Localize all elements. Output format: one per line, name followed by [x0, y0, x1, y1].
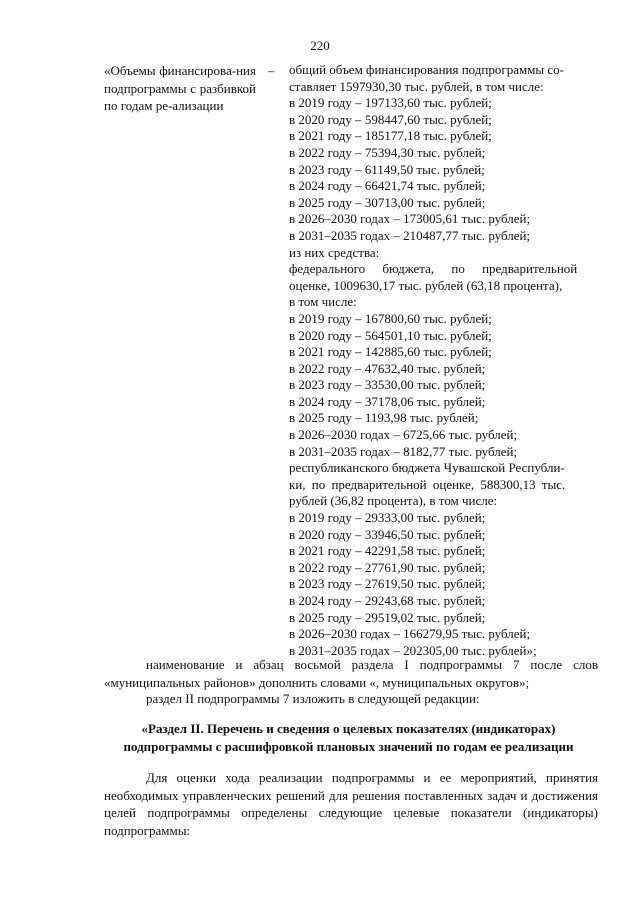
- funding-line-17: в 2021 году – 142885,60 тыс. рублей;: [289, 344, 492, 360]
- funding-label: «Объемы финансирова-ния подпрограммы с разбивкой по годам ре-ализации: [104, 63, 256, 113]
- funding-line-13: оценке, 1009630,17 тыс. рублей (63,18 процента),: [289, 277, 563, 293]
- funding-line-22: в 2026–2030 годах – 6725,66 тыс. рублей;: [289, 427, 518, 443]
- funding-line-27: в 2019 году – 29333,00 тыс. рублей;: [289, 510, 486, 526]
- funding-line-31: в 2023 году – 27619,50 тыс. рублей;: [289, 576, 486, 592]
- funding-line-33: в 2025 году – 29519,02 тыс. рублей;: [289, 609, 486, 625]
- section-heading: «Раздел II. Перечень и сведения о целевых показателях (индикаторах) подпрограммы с расшифровкой плановых значений по годам ее реализации: [123, 721, 574, 754]
- funding-line-18: в 2022 году – 47632,40 тыс. рублей;: [289, 360, 486, 376]
- funding-line-29: в 2021 году – 42291,58 тыс. рублей;: [289, 543, 486, 559]
- funding-line-8: в 2025 году – 30713,00 тыс. рублей;: [289, 194, 486, 210]
- funding-line-0: общий объем финансирования подпрограммы со-: [289, 62, 565, 77]
- funding-line-7: в 2024 году – 66421,74 тыс. рублей;: [289, 178, 486, 194]
- funding-line-9: в 2026–2030 годах – 173005,61 тыс. рублей;: [289, 211, 531, 227]
- amendment-paragraph-1: наименование и абзац восьмой раздела I подпрограммы 7 после слов «муниципальных районов» дополнить словами «, муниципальных округов»;: [104, 657, 598, 690]
- funding-line-28: в 2020 году – 33946,50 тыс. рублей;: [289, 526, 486, 542]
- amendment-paragraph-2: раздел II подпрограммы 7 изложить в следующей редакции:: [146, 691, 480, 706]
- body-paragraph: Для оценки хода реализации подпрограммы и ее мероприятий, принятия необходимых управленческих решений для решения поставленных задач и достижения целей подпрограммы определены следующие целевые показатели (индикаторы) подпрограммы:: [104, 770, 598, 838]
- funding-line-34: в 2026–2030 годах – 166279,95 тыс. рублей;: [289, 626, 531, 642]
- page-number: 220: [310, 38, 330, 53]
- funding-line-10: в 2031–2035 годах – 210487,77 тыс. рублей;: [289, 227, 531, 243]
- funding-line-25: ки, по предварительной оценке, 588300,13 тыс.: [289, 476, 566, 492]
- funding-line-21: в 2025 году – 1193,98 тыс. рублей;: [289, 410, 479, 426]
- funding-line-3: в 2020 году – 598447,60 тыс. рублей;: [289, 111, 492, 127]
- table-dash: –: [268, 63, 275, 78]
- funding-line-30: в 2022 году – 27761,90 тыс. рублей;: [289, 559, 486, 575]
- funding-line-14: в том числе:: [289, 294, 357, 310]
- funding-line-26: рублей (36,82 процента), в том числе:: [289, 493, 498, 509]
- funding-line-11: из них средства:: [289, 244, 380, 260]
- funding-line-32: в 2024 году – 29243,68 тыс. рублей;: [289, 593, 486, 608]
- funding-line-6: в 2023 году – 61149,50 тыс. рублей;: [289, 161, 485, 177]
- funding-line-4: в 2021 году – 185177,18 тыс. рублей;: [289, 128, 492, 144]
- funding-line-16: в 2020 году – 564501,10 тыс. рублей;: [289, 327, 492, 343]
- funding-line-35: в 2031–2035 годах – 202305,00 тыс. рублей»;: [289, 642, 537, 658]
- funding-line-12: федерального бюджета, по предварительной: [289, 261, 578, 277]
- funding-line-20: в 2024 году – 37178,06 тыс. рублей;: [289, 393, 486, 409]
- funding-line-1: ставляет 1597930,30 тыс. рублей, в том числе:: [289, 78, 544, 94]
- funding-line-19: в 2023 году – 33530,00 тыс. рублей;: [289, 377, 486, 393]
- funding-line-23: в 2031–2035 годах – 8182,77 тыс. рублей;: [289, 443, 518, 459]
- funding-line-5: в 2022 году – 75394,30 тыс. рублей;: [289, 144, 486, 160]
- funding-details: [289, 62, 597, 659]
- funding-line-2: в 2019 году – 197133,60 тыс. рублей;: [289, 95, 492, 111]
- funding-line-15: в 2019 году – 167800,60 тыс. рублей;: [289, 310, 492, 326]
- funding-line-24: республиканского бюджета Чувашской Республи-: [289, 460, 565, 476]
